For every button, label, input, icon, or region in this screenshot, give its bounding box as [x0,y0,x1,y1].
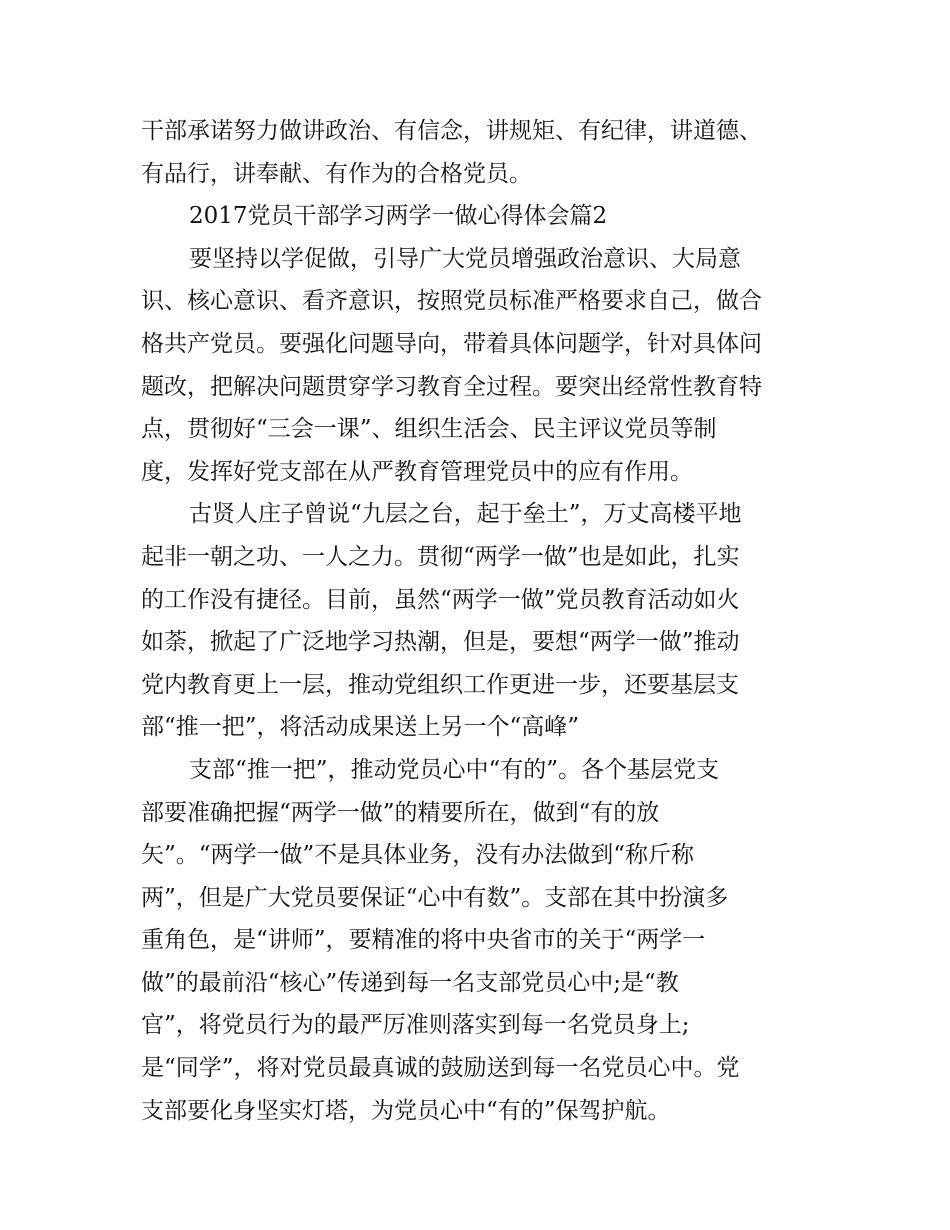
text-line: 格共产党员。要强化问题导向，带着具体问题学，针对具体问 [141,330,762,357]
paragraph-start-line: 要坚持以学促做，引导广大党员增强政治意识、大局意 [189,245,741,272]
document-body [141,110,813,1132]
text-line: 度，发挥好党支部在从严教育管理党员中的应有作用。 [141,458,693,485]
text-line: 如荼，掀起了广泛地学习热潮，但是，要想“两学一做”推动 [141,629,740,656]
text-line: 题改，把解决问题贯穿学习教育全过程。要突出经常性教育特 [141,373,762,400]
text-line: 点，贯彻好“三会一课”、组织生活会、民主评议党员等制 [141,416,717,443]
text-line: 起非一朝之功、一人之力。贯彻“两学一做”也是如此，扎实 [141,543,740,570]
paragraph-start-line: 支部“推一把”，推动党员心中“有的”。各个基层党支 [189,756,720,783]
text-line: 支部要化身坚实灯塔，为党员心中“有的”保驾护航。 [141,1097,671,1124]
text-line: 部“推一把”，将活动成果送上另一个“高峰” [141,714,580,741]
paragraph-start-line: 古贤人庄子曾说“九层之台，起于垒土”，万丈高楼平地 [189,501,742,528]
text-line: 重角色，是“讲师”，要精准的将中央省市的关于“两学一 [141,927,706,954]
text-line: 官”，将党员行为的最严厉准则落实到每一名党员身上; [141,1012,690,1039]
section-heading: 2017党员干部学习两学一做心得体会篇2 [189,203,608,230]
text-line: 是“同学”，将对党员最真诚的鼓励送到每一名党员心中。党 [141,1055,740,1082]
text-line: 两”，但是广大党员要保证“心中有数”。支部在其中扮演多 [141,884,729,911]
text-line: 做”的最前沿“核心”传递到每一名支部党员心中;是“教 [141,969,679,996]
text-line: 的工作没有捷径。目前，虽然“两学一做”党员教育活动如火 [141,586,740,613]
text-line: 干部承诺努力做讲政治、有信念，讲规矩、有纪律，讲道德、 [141,118,762,144]
text-line: 有品行，讲奉献、有作为的合格党员。 [141,160,532,187]
text-line: 党内教育更上一层，推动党组织工作更进一步，还要基层支 [141,671,739,698]
text-line: 部要准确把握“两学一做”的精要所在，做到“有的放 [141,799,660,826]
text-line: 识、核心意识、看齐意识，按照党员标准严格要求自己，做合 [141,288,762,315]
text-line: 矢”。“两学一做”不是具体业务，没有办法做到“称斤称 [141,842,695,869]
